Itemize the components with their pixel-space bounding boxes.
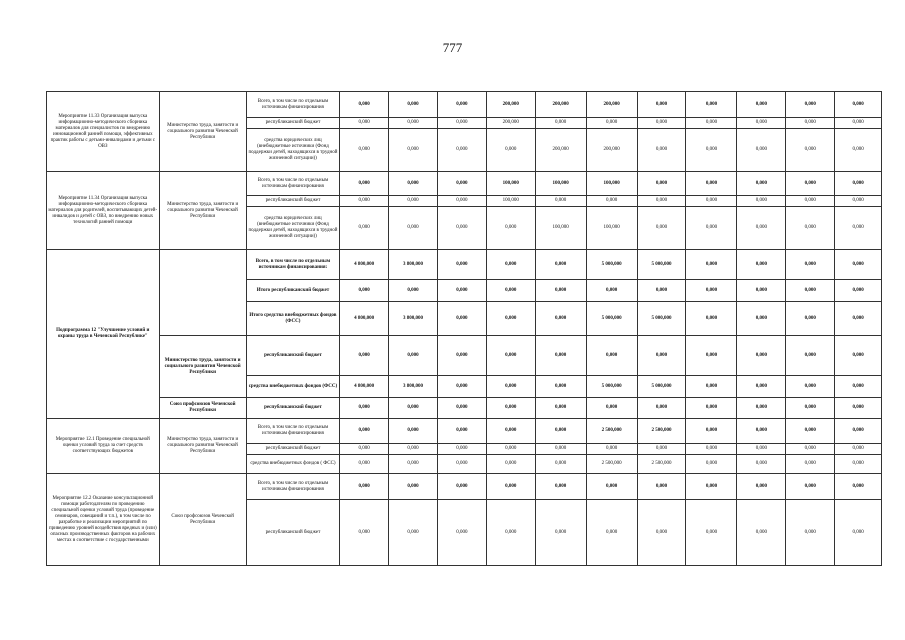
value-cell: 200,000 — [535, 129, 586, 172]
value-cell: 5 000,000 — [637, 302, 686, 336]
value-cell: 200,000 — [586, 92, 637, 118]
value-cell: 0,000 — [437, 419, 486, 444]
value-cell: 0,000 — [835, 250, 882, 280]
value-cell: 0,000 — [486, 336, 535, 376]
executor-cell: Министерство труда, занятости и социального развития Чеченской Республики — [159, 336, 246, 398]
source-cell: Всего, в том числе по отдельным источникам финансирования: — [246, 250, 339, 280]
value-cell: 0,000 — [786, 250, 835, 280]
value-cell: 0,000 — [737, 444, 786, 455]
value-cell: 0,000 — [835, 92, 882, 118]
value-cell: 0,000 — [340, 280, 389, 302]
value-cell: 0,000 — [786, 398, 835, 419]
value-cell: 0,000 — [835, 172, 882, 196]
value-cell: 0,000 — [737, 419, 786, 444]
value-cell: 100,000 — [535, 207, 586, 250]
value-cell: 0,000 — [486, 455, 535, 474]
value-cell: 100,000 — [486, 172, 535, 196]
value-cell: 0,000 — [340, 474, 389, 500]
value-cell: 100,000 — [535, 172, 586, 196]
value-cell: 0,000 — [389, 280, 438, 302]
value-cell: 3 800,000 — [389, 302, 438, 336]
value-cell: 0,000 — [437, 444, 486, 455]
value-cell: 0,000 — [340, 129, 389, 172]
value-cell: 3 800,000 — [389, 376, 438, 398]
value-cell: 0,000 — [340, 444, 389, 455]
value-cell: 0,000 — [786, 419, 835, 444]
source-cell: республиканский бюджет — [246, 118, 339, 129]
value-cell: 0,000 — [535, 398, 586, 419]
value-cell: 0,000 — [340, 207, 389, 250]
value-cell: 0,000 — [437, 280, 486, 302]
value-cell: 0,000 — [686, 118, 737, 129]
value-cell: 0,000 — [786, 118, 835, 129]
value-cell: 0,000 — [486, 376, 535, 398]
value-cell: 0,000 — [686, 474, 737, 500]
value-cell: 0,000 — [637, 444, 686, 455]
value-cell: 0,000 — [786, 280, 835, 302]
value-cell: 0,000 — [786, 500, 835, 566]
value-cell: 0,000 — [340, 419, 389, 444]
value-cell: 3 800,000 — [389, 250, 438, 280]
value-cell: 4 800,000 — [340, 302, 389, 336]
value-cell: 0,000 — [835, 419, 882, 444]
source-cell: Итого республиканский бюджет — [246, 280, 339, 302]
value-cell: 0,000 — [637, 207, 686, 250]
table-row — [47, 419, 882, 444]
value-cell: 2 500,000 — [637, 455, 686, 474]
value-cell: 0,000 — [437, 196, 486, 207]
value-cell: 0,000 — [686, 172, 737, 196]
value-cell: 0,000 — [340, 118, 389, 129]
value-cell: 0,000 — [437, 376, 486, 398]
measure-cell: Мероприятие 11.34 Организация выпуска информационно-методического сборника материалов для родителей, воспитывающих детей-инвалидов и детей с ОВЗ, по внедрению новых технологий ранней помощи — [47, 172, 160, 250]
value-cell: 0,000 — [340, 172, 389, 196]
value-cell: 200,000 — [535, 92, 586, 118]
value-cell: 0,000 — [737, 500, 786, 566]
source-cell: Всего, в том числе по отдельным источникам финансирования — [246, 474, 339, 500]
value-cell: 0,000 — [486, 207, 535, 250]
value-cell: 0,000 — [835, 207, 882, 250]
table-row — [47, 92, 882, 118]
value-cell: 0,000 — [835, 376, 882, 398]
executor-cell: Министерство труда, занятости и социального развития Чеченской Республики — [159, 419, 246, 474]
value-cell: 0,000 — [389, 172, 438, 196]
value-cell: 100,000 — [586, 172, 637, 196]
value-cell: 5 000,000 — [586, 250, 637, 280]
table-row — [47, 474, 882, 500]
executor-cell: Союз профсоюзов Чеченской Республики — [159, 474, 246, 566]
value-cell: 0,000 — [737, 455, 786, 474]
value-cell: 0,000 — [586, 444, 637, 455]
source-cell: средства юридических лиц (внебюджетные источники (Фонд поддержки детей, находящихся в трудной жизненной ситуации)) — [246, 207, 339, 250]
source-cell: Итого средства внебюджетных фондов (ФСС) — [246, 302, 339, 336]
value-cell: 0,000 — [737, 336, 786, 376]
value-cell: 0,000 — [737, 92, 786, 118]
value-cell: 200,000 — [586, 129, 637, 172]
source-cell: республиканский бюджет — [246, 336, 339, 376]
value-cell: 0,000 — [389, 207, 438, 250]
value-cell: 0,000 — [637, 196, 686, 207]
value-cell: 0,000 — [686, 419, 737, 444]
value-cell: 0,000 — [535, 376, 586, 398]
value-cell: 0,000 — [437, 474, 486, 500]
value-cell: 0,000 — [786, 302, 835, 336]
value-cell: 0,000 — [389, 500, 438, 566]
value-cell: 0,000 — [535, 118, 586, 129]
value-cell: 0,000 — [486, 398, 535, 419]
value-cell: 0,000 — [835, 129, 882, 172]
value-cell: 0,000 — [737, 172, 786, 196]
value-cell: 100,000 — [586, 207, 637, 250]
value-cell: 0,000 — [737, 474, 786, 500]
value-cell: 0,000 — [340, 92, 389, 118]
value-cell: 0,000 — [535, 336, 586, 376]
value-cell: 0,000 — [786, 172, 835, 196]
value-cell: 5 000,000 — [586, 302, 637, 336]
value-cell: 0,000 — [389, 474, 438, 500]
value-cell: 0,000 — [437, 207, 486, 250]
value-cell: 0,000 — [686, 129, 737, 172]
value-cell: 0,000 — [637, 280, 686, 302]
value-cell: 0,000 — [686, 376, 737, 398]
value-cell: 0,000 — [535, 500, 586, 566]
value-cell: 0,000 — [437, 398, 486, 419]
value-cell: 0,000 — [486, 302, 535, 336]
table-row — [47, 336, 882, 376]
value-cell: 0,000 — [340, 336, 389, 376]
value-cell: 0,000 — [389, 92, 438, 118]
budget-table — [46, 91, 882, 566]
value-cell: 0,000 — [535, 455, 586, 474]
value-cell: 0,000 — [586, 280, 637, 302]
value-cell: 4 800,000 — [340, 376, 389, 398]
value-cell: 0,000 — [535, 474, 586, 500]
value-cell: 0,000 — [535, 419, 586, 444]
value-cell: 200,000 — [486, 92, 535, 118]
value-cell: 0,000 — [586, 500, 637, 566]
value-cell: 0,000 — [437, 336, 486, 376]
value-cell: 5 000,000 — [637, 250, 686, 280]
value-cell: 0,000 — [535, 250, 586, 280]
value-cell: 0,000 — [637, 398, 686, 419]
value-cell: 0,000 — [835, 118, 882, 129]
value-cell: 0,000 — [637, 500, 686, 566]
measure-cell: Подпрограмма 12 "Улучшение условий и охраны труда в Чеченской Республике" — [47, 250, 160, 419]
value-cell: 0,000 — [737, 196, 786, 207]
value-cell: 0,000 — [437, 118, 486, 129]
value-cell: 0,000 — [586, 118, 637, 129]
value-cell: 0,000 — [786, 474, 835, 500]
value-cell: 0,000 — [835, 500, 882, 566]
value-cell: 0,000 — [686, 280, 737, 302]
value-cell: 0,000 — [486, 444, 535, 455]
source-cell: Всего, в том числе по отдельным источникам финансирования — [246, 172, 339, 196]
value-cell: 2 500,000 — [586, 419, 637, 444]
table-row — [47, 172, 882, 196]
value-cell: 0,000 — [686, 444, 737, 455]
value-cell: 0,000 — [637, 474, 686, 500]
value-cell: 0,000 — [737, 129, 786, 172]
value-cell: 5 000,000 — [637, 376, 686, 398]
value-cell: 0,000 — [737, 118, 786, 129]
value-cell: 0,000 — [786, 196, 835, 207]
value-cell: 0,000 — [437, 129, 486, 172]
value-cell: 0,000 — [389, 118, 438, 129]
value-cell: 0,000 — [835, 336, 882, 376]
value-cell: 0,000 — [686, 196, 737, 207]
value-cell: 0,000 — [737, 398, 786, 419]
source-cell: республиканский бюджет — [246, 444, 339, 455]
value-cell: 0,000 — [737, 207, 786, 250]
value-cell: 0,000 — [686, 92, 737, 118]
value-cell: 0,000 — [786, 376, 835, 398]
value-cell: 0,000 — [437, 500, 486, 566]
executor-cell: Министерство труда, занятости и социального развития Чеченской Республики — [159, 172, 246, 250]
value-cell: 0,000 — [835, 196, 882, 207]
executor-cell — [159, 250, 246, 336]
value-cell: 0,000 — [737, 280, 786, 302]
source-cell: средства внебюджетных фондов ( ФСС) — [246, 455, 339, 474]
executor-cell: Министерство труда, занятости и социального развития Чеченской Республики — [159, 92, 246, 172]
value-cell: 0,000 — [437, 250, 486, 280]
value-cell: 0,000 — [835, 280, 882, 302]
value-cell: 0,000 — [486, 250, 535, 280]
value-cell: 2 500,000 — [586, 455, 637, 474]
value-cell: 0,000 — [786, 92, 835, 118]
value-cell: 0,000 — [535, 302, 586, 336]
value-cell: 0,000 — [389, 196, 438, 207]
value-cell: 0,000 — [437, 172, 486, 196]
value-cell: 0,000 — [535, 196, 586, 207]
value-cell: 0,000 — [586, 196, 637, 207]
value-cell: 200,000 — [486, 118, 535, 129]
value-cell: 0,000 — [786, 336, 835, 376]
value-cell: 4 800,000 — [340, 250, 389, 280]
value-cell: 0,000 — [389, 129, 438, 172]
value-cell: 0,000 — [686, 398, 737, 419]
value-cell: 100,000 — [486, 196, 535, 207]
value-cell: 0,000 — [686, 302, 737, 336]
value-cell: 0,000 — [389, 398, 438, 419]
value-cell: 0,000 — [486, 280, 535, 302]
value-cell: 0,000 — [340, 500, 389, 566]
value-cell: 0,000 — [637, 336, 686, 376]
value-cell: 0,000 — [686, 207, 737, 250]
value-cell: 0,000 — [389, 419, 438, 444]
source-cell: республиканский бюджет — [246, 398, 339, 419]
page-number: 777 — [442, 40, 463, 55]
value-cell: 0,000 — [786, 129, 835, 172]
table-row — [47, 250, 882, 280]
measure-cell: Мероприятие 11.33 Организация выпуска информационно-методического сборника материалов для специалистов по внедрению инновационной ранней помощи, эффективных практик работы с детьми-инвалидами и детьми с ОВЗ — [47, 92, 160, 172]
value-cell: 0,000 — [835, 398, 882, 419]
value-cell: 0,000 — [786, 207, 835, 250]
value-cell: 0,000 — [486, 419, 535, 444]
value-cell: 0,000 — [586, 474, 637, 500]
value-cell: 0,000 — [835, 444, 882, 455]
value-cell: 0,000 — [437, 455, 486, 474]
value-cell: 0,000 — [586, 398, 637, 419]
value-cell: 0,000 — [835, 474, 882, 500]
value-cell: 0,000 — [637, 129, 686, 172]
value-cell: 2 500,000 — [637, 419, 686, 444]
value-cell: 0,000 — [437, 92, 486, 118]
source-cell: средства юридических лиц (внебюджетные источники (Фонд поддержки детей, находящихся в трудной жизненной ситуации)) — [246, 129, 339, 172]
value-cell: 0,000 — [737, 302, 786, 336]
measure-cell: Мероприятие 12.2 Оказание консультационной помощи работодателям по проведению специальной оценки условий труда (проведение семинаров, совещаний и т.п.), в том числе по разработке и реализации мероприятий по приведению уровней воздействия вредных и (или) опасных производственных факторов на рабочих местах в соответствие с государственными — [47, 474, 160, 566]
value-cell: 0,000 — [786, 444, 835, 455]
value-cell: 0,000 — [535, 444, 586, 455]
value-cell: 0,000 — [340, 455, 389, 474]
value-cell: 0,000 — [389, 336, 438, 376]
source-cell: Всего, в том числе по отдельным источникам финансирования — [246, 419, 339, 444]
value-cell: 0,000 — [637, 92, 686, 118]
value-cell: 0,000 — [737, 250, 786, 280]
value-cell: 0,000 — [535, 280, 586, 302]
value-cell: 0,000 — [340, 398, 389, 419]
measure-cell: Мероприятие 12.1 Проведение специальной оценки условий труда за счет средств соответствующих бюджетов — [47, 419, 160, 474]
value-cell: 0,000 — [686, 250, 737, 280]
value-cell: 0,000 — [389, 444, 438, 455]
value-cell: 0,000 — [686, 455, 737, 474]
value-cell: 0,000 — [835, 302, 882, 336]
source-cell: средства внебюджетных фондов (ФСС) — [246, 376, 339, 398]
value-cell: 0,000 — [340, 196, 389, 207]
value-cell: 0,000 — [486, 500, 535, 566]
table-row — [47, 398, 882, 419]
value-cell: 0,000 — [686, 336, 737, 376]
source-cell: республиканский бюджет — [246, 500, 339, 566]
value-cell: 0,000 — [486, 474, 535, 500]
value-cell: 0,000 — [835, 455, 882, 474]
source-cell: республиканский бюджет — [246, 196, 339, 207]
value-cell: 0,000 — [737, 376, 786, 398]
value-cell: 0,000 — [586, 336, 637, 376]
executor-cell: Союз профсоюзов Чеченской Республики — [159, 398, 246, 419]
source-cell: Всего, в том числе по отдельным источникам финансирования — [246, 92, 339, 118]
value-cell: 0,000 — [637, 118, 686, 129]
value-cell: 0,000 — [686, 500, 737, 566]
value-cell: 0,000 — [786, 455, 835, 474]
value-cell: 0,000 — [486, 129, 535, 172]
value-cell: 0,000 — [637, 172, 686, 196]
value-cell: 0,000 — [389, 455, 438, 474]
value-cell: 0,000 — [437, 302, 486, 336]
value-cell: 5 000,000 — [586, 376, 637, 398]
